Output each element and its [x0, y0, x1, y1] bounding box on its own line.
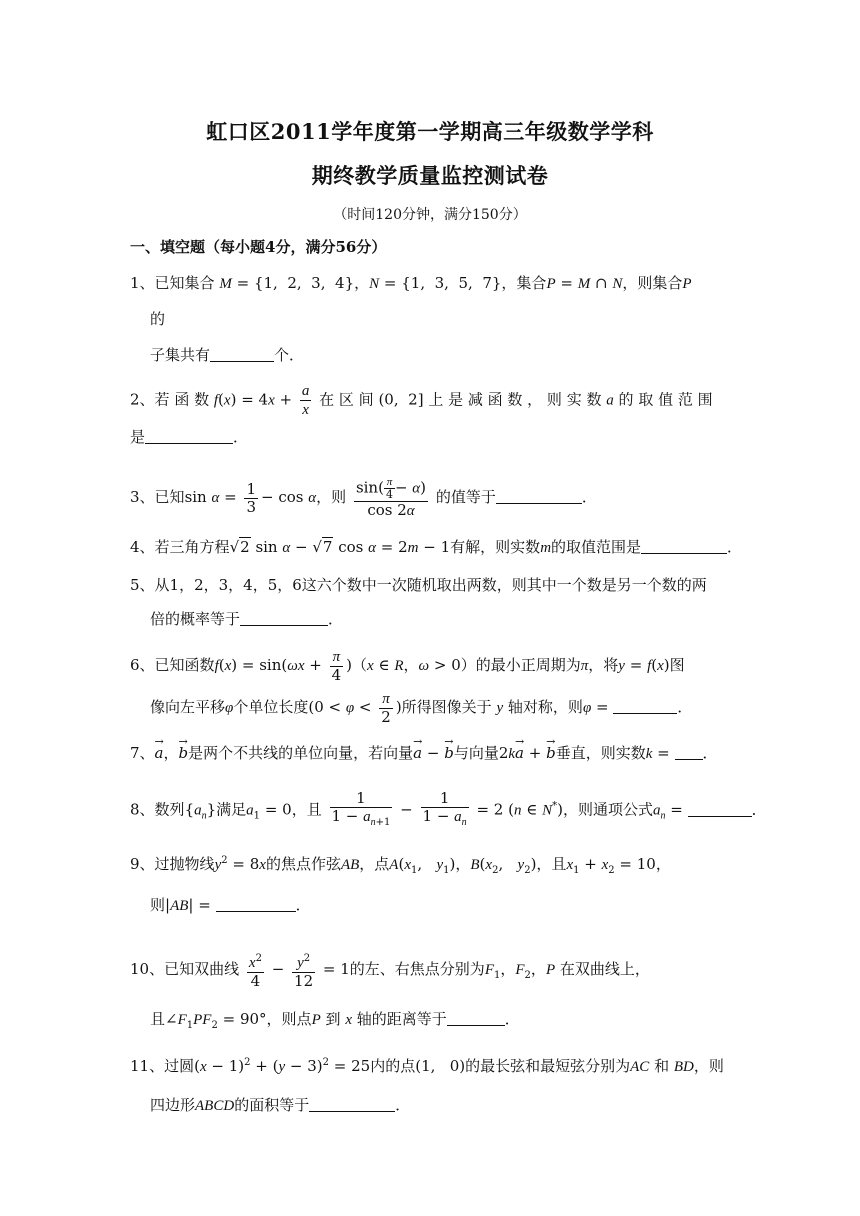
question-5-cont: 倍的概率等于 ． — [150, 610, 344, 628]
question-1-cont: 的 — [150, 310, 166, 328]
answer-blank[interactable] — [641, 539, 727, 554]
question-11: 11、过圆$(x - 1)^2 + (y - 3)^2 = 25$内的点(1, 0)的最长弦和最短弦分别为AC 和 BD，则 — [130, 1057, 724, 1075]
question-4: 4、若三角方程√2 sin α − √7 cos α = 2m − 1有解，则实数m的取值范围是 ． — [130, 538, 743, 556]
question-6-cont: 像向左平移φ个单位长度(0 < φ < $\frac{\pi}{2}$ )所得图像关于 y 轴对称，则φ = ． — [150, 691, 693, 726]
answer-blank[interactable] — [496, 489, 582, 504]
answer-blank[interactable] — [613, 699, 677, 714]
question-9: 9、过抛物线$y^2 = 8x$的焦点作弦AB，点$A(x_1$, $y_1$)，$B(x_2$, $y_2$)，且$x_1 + x_2 = 10$， — [130, 855, 671, 876]
answer-blank[interactable] — [688, 802, 752, 817]
answer-blank[interactable] — [216, 897, 296, 912]
question-9-cont: 则|AB| = ． — [150, 896, 311, 914]
answer-blank[interactable] — [447, 1011, 505, 1026]
exam-title-line1: 虹口区2011学年度第一学期高三年级数学学科 — [206, 119, 654, 144]
exam-subtitle: （时间120分钟，满分150分） — [333, 207, 527, 223]
answer-blank[interactable] — [210, 347, 274, 362]
answer-blank[interactable] — [309, 1097, 395, 1112]
question-8: 8、数列$\{a_n\}$满足$a_1 = 0$，且 $\frac{1}{1 - a_{n+1}}$ − $\frac{1}{1 - a_n}$ = 2 (n ∈ N*)，则通项公式$a_n$ = ． — [130, 790, 730, 831]
question-6: 6、已知函数f(x) = sin(ωx + $\frac{\pi}{4}$ )（x ∈ R，ω > 0）的最小正周期为π，将y = f(x)图 — [130, 649, 685, 684]
question-3: 3、已知sin α = $\frac{1}{3}$ − cos α，则 sin( $\frac{\pi}{4}$ − α) cos 2α 的值等于 ． — [130, 476, 597, 519]
question-1-cont2: 子集共有 个． — [150, 346, 305, 364]
section-heading-fill-in: 一、填空题（每小题4分，满分56分） — [130, 238, 387, 256]
question-10-cont: 且$\angle F_1PF_2 = 90^\circ$，则点P 到 x 轴的距离等于 ． — [150, 1010, 520, 1031]
answer-blank[interactable] — [240, 611, 328, 626]
question-11-cont: 四边形ABCD的面积等于 ． — [150, 1096, 411, 1114]
answer-blank[interactable] — [675, 745, 703, 760]
question-2-cont: 是 ． — [130, 428, 249, 446]
question-1: 1、已知集合 M = {1, 2, 3, 4}，N = {1, 3, 5, 7}，集合P = M ∩ N，则集合P — [130, 274, 692, 292]
question-5: 5、从1，2，3，4，5，6这六个数中一次随机取出两数，则其中一个数是另一个数的两 — [130, 576, 707, 594]
exam-title-line2: 期终教学质量监控测试卷 — [311, 163, 549, 188]
answer-blank[interactable] — [145, 429, 233, 444]
question-2: 2、若 函 数 f(x) = 4x + $\frac{a}{x}$ 在 区 间 (0, 2] 上 是 减 函 数 ， 则 实 数 a 的 取 值 范 围 — [130, 383, 713, 418]
question-7: 7、→ a，→ b是两个不共线的单位向量，若向量→ a − → b与向量2k→ a + → b垂直，则实数k = ． — [130, 742, 730, 765]
question-10: 10、已知双曲线 $\frac{x^2}{4}$ − $\frac{y^2}{12}$ = 1的左、右焦点分别为$F_1$，$F_2$，P 在双曲线上， — [130, 953, 650, 990]
